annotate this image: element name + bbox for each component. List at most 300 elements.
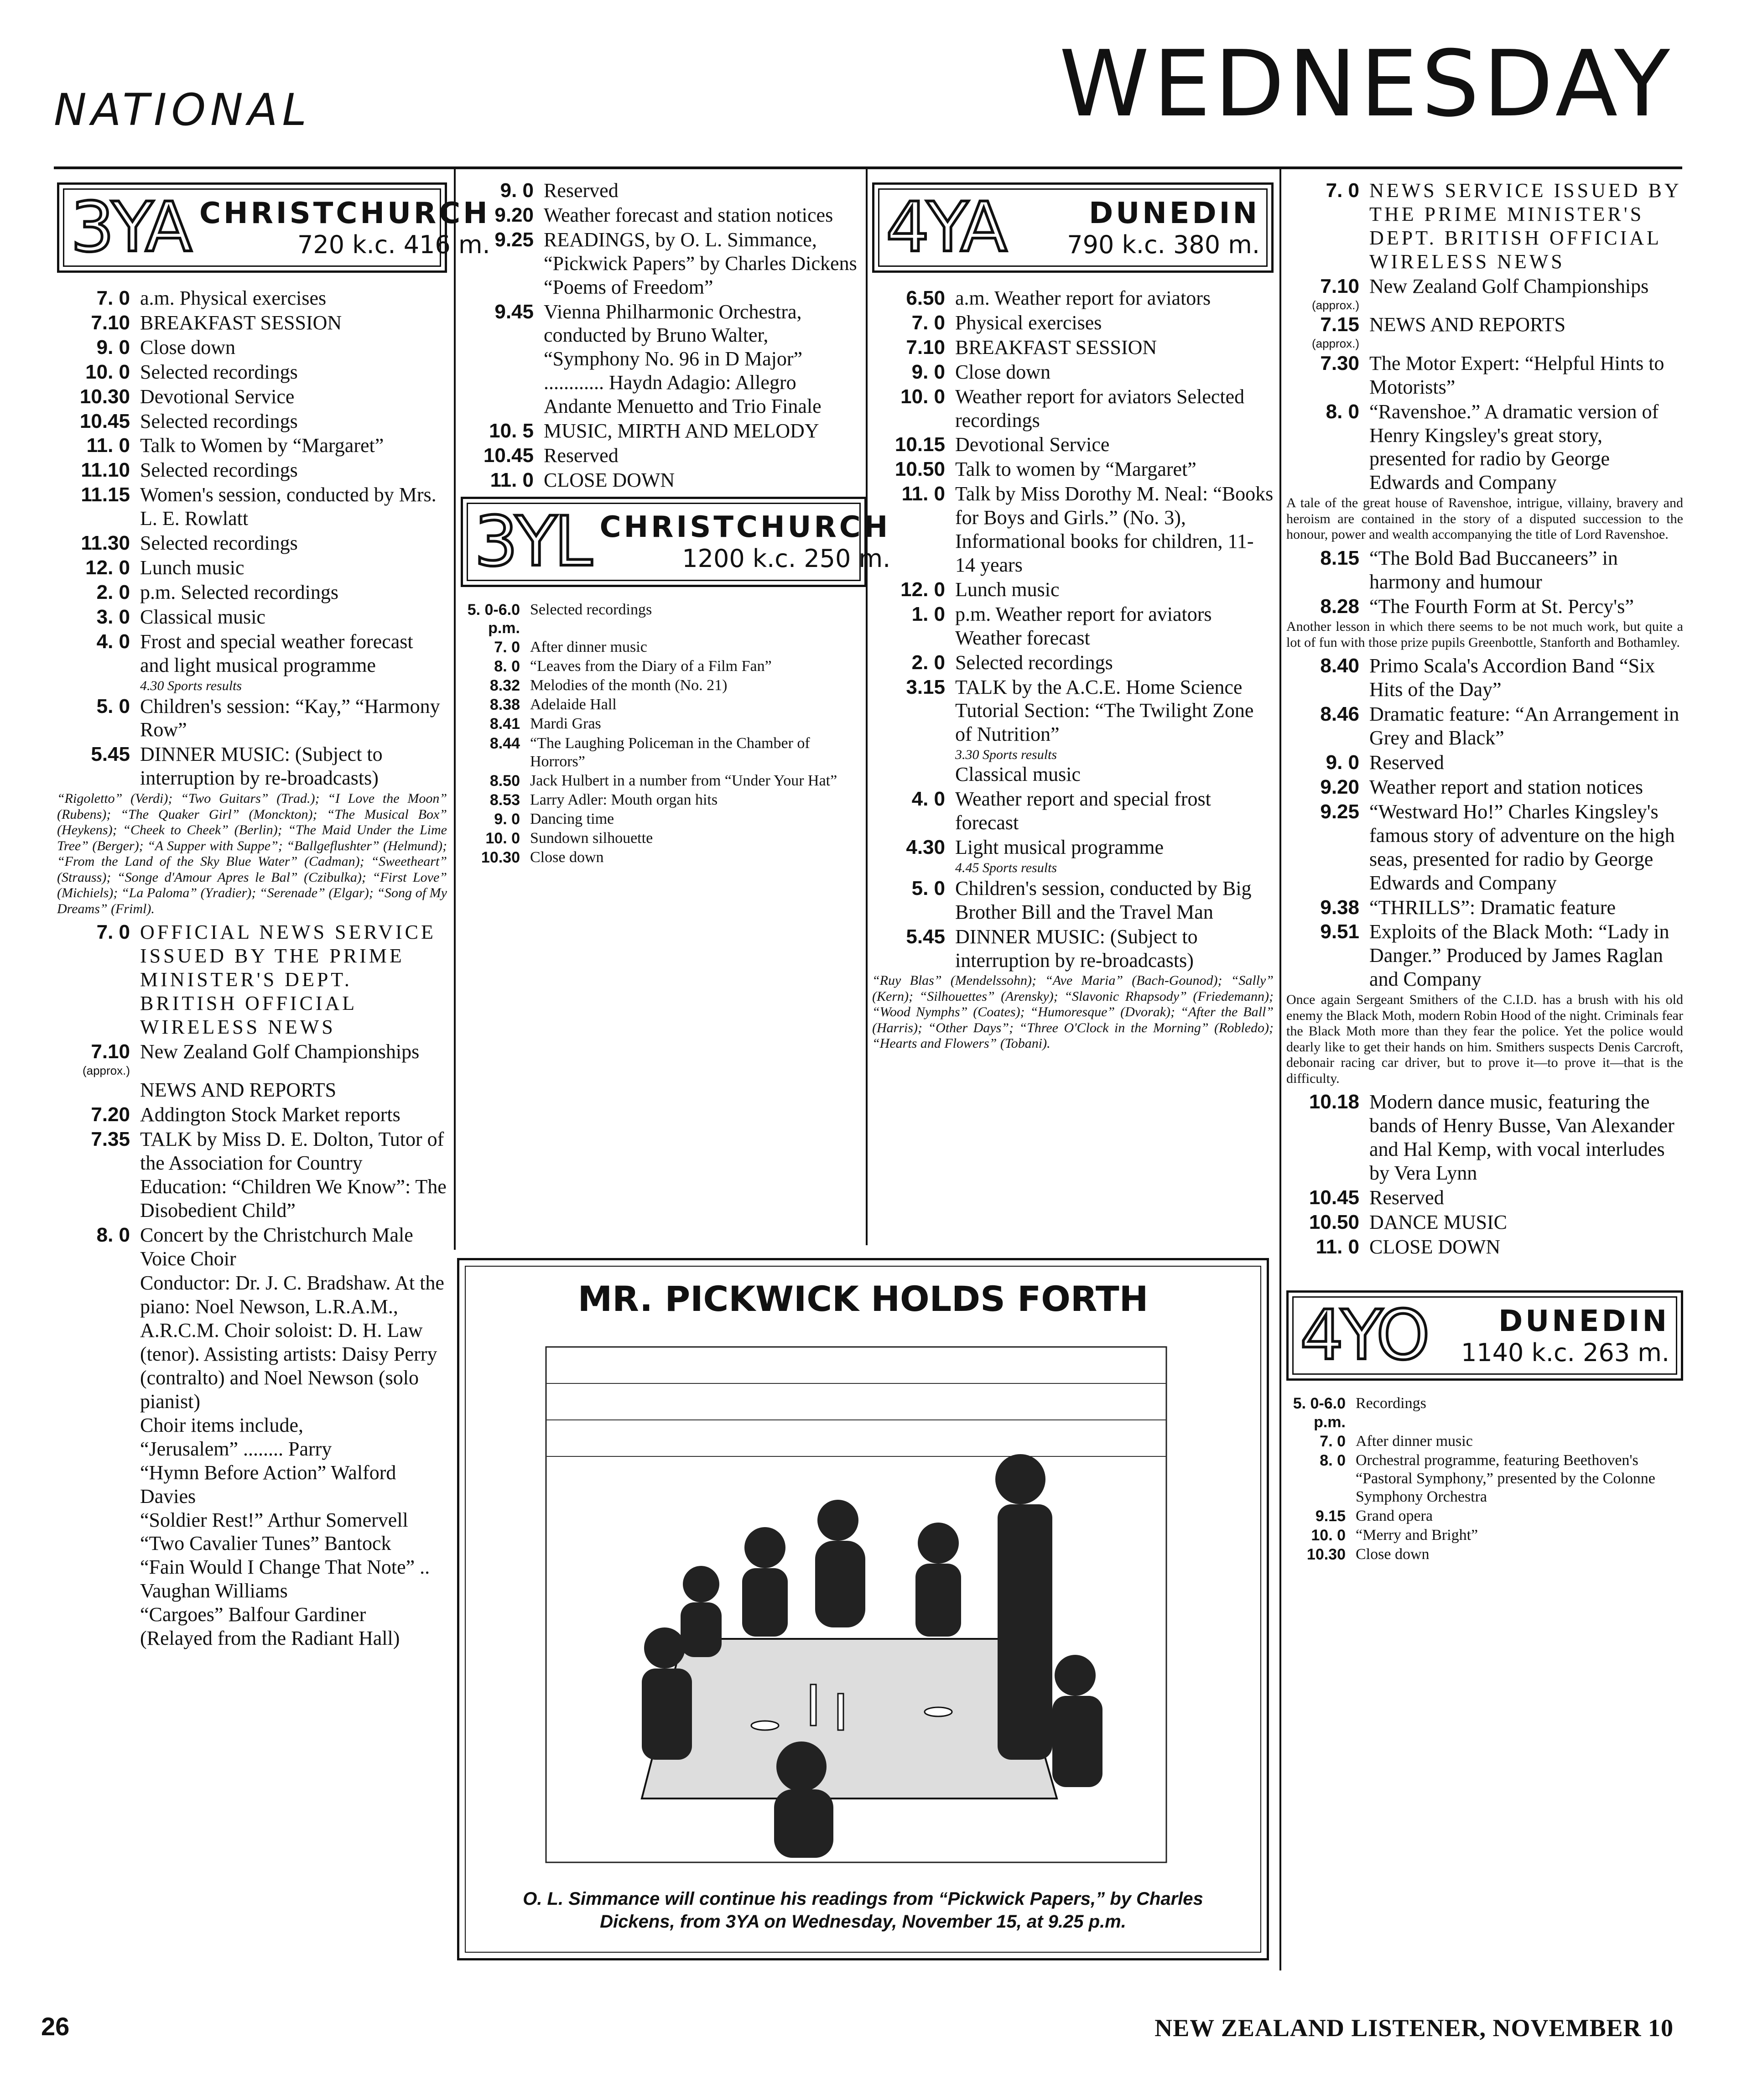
program-list	[872, 877, 1274, 972]
sports-results: 4.30 Sports results	[140, 678, 242, 693]
program-item	[57, 531, 447, 555]
program-item	[57, 1078, 447, 1102]
program-time: 12. 0	[900, 578, 945, 601]
program-list	[1286, 654, 1683, 991]
station-city: CHRISTCHURCH	[599, 510, 891, 545]
program-time: 11. 0	[1316, 1235, 1359, 1258]
program-item	[57, 385, 447, 409]
program-title: Selected recordings	[955, 651, 1113, 674]
program-title: The Motor Expert: “Helpful Hints to Motorists”	[1369, 352, 1664, 398]
program-time: 8.50	[489, 772, 520, 790]
program-title: TALK by Miss D. E. Dolton, Tutor of the Association for Country Education: “Children We Know”: The Disobedient Child”	[140, 1128, 447, 1222]
program-title: p.m. Weather report for aviators Weather forecast	[955, 603, 1212, 649]
dinner-music-note: “Ruy Blas” (Mendelssohn); “Ave Maria” (Bach-Gounod); “Sally” (Kern); “Silhouettes” (Arensky); “Slavonic Rhapsody” (Friedemann); “Wood Nymphs” (Coates); “Humoresque” (Dvorak); “After the Ball” (Harris); “Other Days”; “Three O'Clock in the Morning” (Robledo); “Hearts and Flowers” (Tobani).	[872, 973, 1274, 1051]
program-item	[872, 311, 1274, 335]
program-title: a.m. Physical exercises	[140, 287, 327, 309]
concert-line: (Relayed from the Radiant Hall)	[140, 1627, 400, 1650]
program-title: Close down	[140, 336, 235, 359]
station-box-4ya	[872, 182, 1274, 273]
program-title: Reserved	[1369, 751, 1444, 774]
station-box-3ya	[57, 182, 490, 273]
feature-caption: O. L. Simmance will continue his readings from “Pickwick Papers,” by Charles Dickens, from 3YA on Wednesday, November 15, at 9.25 p.m.	[523, 1889, 1203, 1932]
program-time: 12. 0	[85, 556, 130, 579]
program-item	[1286, 1507, 1683, 1525]
program-time: 9.38	[1320, 896, 1359, 919]
program-item	[461, 444, 867, 468]
program-item	[1286, 702, 1683, 750]
program-time: 10.45	[79, 410, 130, 432]
program-item	[872, 336, 1274, 359]
program-item	[1286, 1186, 1683, 1210]
program-time: 4. 0	[96, 630, 130, 653]
program-time: 10. 5	[489, 420, 534, 442]
program-time: 10.50	[1309, 1211, 1359, 1233]
column-divider	[1279, 169, 1281, 1970]
program-time: 2. 0	[911, 651, 945, 674]
program-item	[1286, 1211, 1683, 1234]
program-item	[1286, 313, 1683, 351]
column-4ya	[872, 178, 1274, 1055]
program-item	[1286, 1394, 1683, 1431]
section-label: NATIONAL	[54, 84, 311, 135]
program-item	[1286, 751, 1683, 775]
column-3ya	[57, 178, 490, 1650]
program-title: DINNER MUSIC: (Subject to interruption by re-broadcasts)	[140, 743, 383, 790]
program-time: 10.30	[481, 849, 520, 867]
program-item	[57, 286, 447, 310]
program-time: 7.30	[1320, 352, 1359, 374]
program-item	[1286, 920, 1683, 991]
program-time: 7.10 (approx.)	[1286, 275, 1369, 312]
program-time: 9. 0	[500, 179, 534, 202]
program-time: 10.30	[1306, 1546, 1346, 1564]
program-time: 11.10	[81, 459, 130, 482]
program-item	[461, 734, 867, 771]
program-item	[57, 360, 447, 384]
program-item	[57, 556, 447, 580]
station-callsign: 4YO	[1300, 1296, 1427, 1376]
program-time: 7. 0	[911, 311, 945, 334]
program-time-note: (approx.)	[82, 1063, 130, 1077]
program-time: 8.28	[1320, 595, 1359, 618]
station-callsign: 3YA	[71, 188, 190, 267]
program-title: NEWS AND REPORTS	[1369, 313, 1566, 336]
program-item	[1286, 595, 1683, 619]
program-title: “Westward Ho!” Charles Kingsley's famous story of adventure on the high seas, presented for radio by George Edwards and Company	[1369, 800, 1675, 894]
program-time: 10.45	[483, 444, 534, 467]
program-title: Selected recordings	[140, 360, 298, 383]
program-item	[1286, 1545, 1683, 1564]
program-title: Weather forecast and station notices	[544, 203, 833, 226]
program-title: p.m. Selected recordings	[140, 581, 338, 603]
program-item	[57, 581, 447, 604]
program-time: 10. 0	[85, 360, 130, 383]
concert-line: “Soldier Rest!” Arthur Somervell	[140, 1508, 408, 1531]
program-item	[872, 676, 1274, 747]
program-item	[57, 605, 447, 629]
program-time: 7. 0	[1320, 1432, 1346, 1450]
program-item	[461, 179, 867, 203]
program-item	[461, 829, 867, 847]
program-title: “THRILLS”: Dramatic feature	[1369, 896, 1616, 919]
program-time: 8.15	[1320, 546, 1359, 569]
program-continuation: Classical music	[955, 763, 1081, 786]
program-title: Weather report and station notices	[1369, 775, 1643, 798]
program-time: 10.18	[1309, 1091, 1359, 1113]
program-item	[872, 385, 1274, 432]
feature-title: MR. PICKWICK HOLDS FORTH	[577, 1279, 1149, 1319]
program-item	[461, 203, 867, 227]
program-title: NEWS AND REPORTS	[140, 1079, 337, 1102]
concert-line: “Hymn Before Action” Walford Davies	[140, 1461, 396, 1507]
program-title: Recordings	[1356, 1395, 1426, 1412]
program-time: 8.46	[1320, 703, 1359, 726]
program-time: 5. 0	[96, 695, 130, 717]
program-list	[872, 787, 1274, 859]
program-item	[1286, 352, 1683, 399]
sports-results: 3.30 Sports results	[955, 747, 1057, 763]
program-title: Lunch music	[955, 578, 1060, 601]
program-time: 11. 0	[901, 483, 945, 505]
program-title: Grand opera	[1356, 1507, 1433, 1525]
program-list	[1286, 546, 1683, 619]
program-list	[461, 601, 867, 867]
program-item	[461, 676, 867, 695]
program-time: 11.15	[81, 483, 130, 506]
program-item	[57, 920, 447, 1039]
program-time: 5. 0-6.0 p.m.	[467, 601, 520, 637]
program-title: Close down	[955, 360, 1050, 383]
program-time: 11. 0	[490, 468, 534, 491]
program-title: Primo Scala's Accordion Band “Six Hits of the Day”	[1369, 655, 1655, 701]
program-item	[461, 638, 867, 656]
program-title: Sundown silhouette	[530, 830, 653, 847]
program-item	[872, 603, 1274, 650]
program-title: Modern dance music, featuring the bands of Henry Busse, Van Alexander and Hal Kemp, with vocal interludes by Vera Lynn	[1369, 1091, 1674, 1184]
program-item	[872, 457, 1274, 481]
program-title: Physical exercises	[955, 311, 1102, 334]
program-item	[1286, 1526, 1683, 1544]
program-item	[461, 300, 867, 419]
column-4ya-cont	[1286, 178, 1683, 1565]
program-time: 9. 0	[96, 336, 130, 359]
program-list	[57, 286, 447, 677]
program-item	[872, 787, 1274, 835]
program-item	[872, 433, 1274, 457]
program-title: Reserved	[544, 179, 619, 202]
program-time: 9.51	[1320, 920, 1359, 943]
program-title: New Zealand Golf Championships	[140, 1040, 420, 1063]
program-time: 8.44	[489, 734, 520, 752]
program-item	[461, 772, 867, 790]
program-title: “The Bold Bad Buccaneers” in harmony and humour	[1369, 546, 1618, 593]
program-title: Concert by the Christchurch Male Voice Choir	[140, 1223, 413, 1270]
program-title: Selected recordings	[530, 601, 652, 618]
program-title: DANCE MUSIC	[1369, 1211, 1507, 1233]
program-item	[872, 286, 1274, 310]
program-item	[461, 848, 867, 867]
program-time: 10. 0	[1311, 1527, 1346, 1544]
program-time: 1. 0	[911, 603, 945, 625]
program-title: TALK by the A.C.E. Home Science Tutorial Section: “The Twilight Zone of Nutrition”	[955, 676, 1254, 746]
program-item	[57, 434, 447, 457]
program-item	[1286, 896, 1683, 920]
publication-footer: NEW ZEALAND LISTENER, NOVEMBER 10	[1154, 2014, 1674, 2042]
program-item	[57, 1103, 447, 1127]
station-city: DUNEDIN	[1498, 1304, 1669, 1338]
program-time-note: (approx.)	[1311, 337, 1359, 351]
program-item	[461, 696, 867, 714]
concert-line: Choir items include,	[140, 1414, 304, 1436]
program-time: 11.30	[81, 532, 130, 555]
program-item	[1286, 775, 1683, 799]
program-time: 9.25	[494, 228, 534, 251]
day-title: WEDNESDAY	[1059, 31, 1674, 137]
column-divider	[454, 169, 456, 1250]
program-time-note: (approx.)	[1311, 298, 1359, 312]
header-rule	[54, 166, 1682, 169]
program-title: NEWS SERVICE ISSUED BY THE PRIME MINISTER'S DEPT. BRITISH OFFICIAL WIRELESS NEWS	[1369, 179, 1681, 273]
program-item	[1286, 1432, 1683, 1450]
program-time: 10. 0	[900, 385, 945, 408]
program-time: 10.15	[894, 433, 945, 456]
program-item	[461, 715, 867, 733]
program-time: 10.30	[79, 385, 130, 408]
program-title: Children's session: “Kay,” “Harmony Row”	[140, 695, 440, 741]
program-time: 7. 0	[1326, 179, 1359, 202]
program-item	[461, 791, 867, 809]
program-title: “Merry and Bright”	[1356, 1527, 1478, 1544]
program-list	[57, 695, 447, 790]
program-list	[872, 286, 1274, 746]
program-title: Selected recordings	[140, 532, 298, 555]
program-item	[1286, 400, 1683, 495]
program-time: 7.20	[91, 1103, 130, 1126]
dinner-music-note: “Rigoletto” (Verdi); “Two Guitars” (Trad.); “I Love the Moon” (Rubens); “The Quaker Girl” (Monckton); “The Musical Box” (Heykens); “Cheek to Cheek” (Berlin); “The Maid Under the Lime Tree” (Berger); “A Supper with Suppe”; “Ballgeflushter” (Helmund); “From the Land of the Sky Blue Water” (Cadman); “Sweetheart” (Strauss); “Songe d'Amour Apres le Bal” (Czibulka); “First Love” (Michiels); “La Paloma” (Yradier); “Serenade” (Elgar); “Song of My Dreams” (Friml).	[57, 791, 447, 916]
program-item	[872, 651, 1274, 675]
program-title: After dinner music	[530, 639, 647, 655]
program-title: Talk by Miss Dorothy M. Neal: “Books for Boys and Girls.” (No. 3), Informational books for children, 11-14 years	[955, 483, 1274, 576]
program-title: “The Fourth Form at St. Percy's”	[1369, 595, 1634, 618]
concert-line: “Cargoes” Balfour Gardiner	[140, 1603, 366, 1626]
program-title: Reserved	[1369, 1186, 1444, 1209]
pickwick-feature	[457, 1258, 1269, 1960]
program-item	[461, 601, 867, 637]
program-list	[461, 179, 867, 492]
program-note: Another lesson in which there seems to be not much work, but quite a lot of fun with those prize pupils Greenbottle, Stanforth and Bothamley.	[1286, 619, 1683, 650]
program-title: DINNER MUSIC: (Subject to interruption by re-broadcasts)	[955, 925, 1198, 972]
program-title: “Leaves from the Diary of a Film Fan”	[530, 658, 772, 675]
program-title: Selected recordings	[140, 410, 298, 432]
program-time: 9. 0	[1326, 751, 1359, 774]
program-time: 8.32	[489, 677, 520, 695]
program-time: 8.40	[1320, 655, 1359, 677]
program-time: 8. 0	[96, 1223, 130, 1246]
program-title: Devotional Service	[140, 385, 295, 408]
station-callsign: 3YL	[474, 502, 590, 582]
program-item	[1286, 275, 1683, 312]
program-time: 7.10	[91, 311, 130, 334]
station-frequency: 720 k.c. 416 m.	[297, 230, 490, 259]
program-item	[1286, 1090, 1683, 1185]
program-title: BREAKFAST SESSION	[955, 336, 1157, 359]
program-title: BREAKFAST SESSION	[140, 311, 342, 334]
program-title: Addington Stock Market reports	[140, 1103, 400, 1126]
program-time: 8. 0	[494, 658, 520, 676]
program-item	[57, 483, 447, 530]
program-item	[1286, 800, 1683, 895]
program-item	[1286, 546, 1683, 594]
program-item	[872, 360, 1274, 384]
program-title: Larry Adler: Mouth organ hits	[530, 791, 718, 808]
program-time: 9.45	[494, 300, 534, 323]
sports-results: 4.45 Sports results	[955, 860, 1057, 875]
program-item	[461, 419, 867, 443]
page-number: 26	[41, 2012, 70, 2041]
program-title: Dramatic feature: “An Arrangement in Grey and Black”	[1369, 703, 1680, 749]
program-time: 7. 0	[96, 287, 130, 309]
program-title: MUSIC, MIRTH AND MELODY	[544, 420, 819, 442]
station-frequency: 1200 k.c. 250 m.	[682, 544, 891, 573]
program-item	[57, 1223, 447, 1271]
station-city: CHRISTCHURCH	[199, 196, 490, 230]
program-title: Jack Hulbert in a number from “Under Your Hat”	[530, 772, 837, 789]
program-time: 9.20	[1320, 775, 1359, 798]
program-title: Mardi Gras	[530, 715, 601, 733]
program-time: 4. 0	[911, 788, 945, 811]
program-item	[57, 1040, 447, 1078]
program-item	[1286, 179, 1683, 274]
program-item	[461, 810, 867, 828]
program-title: After dinner music	[1356, 1432, 1473, 1450]
program-title: CLOSE DOWN	[544, 468, 675, 491]
program-time: 11. 0	[86, 434, 130, 457]
program-title: Devotional Service	[955, 433, 1110, 456]
program-time: 6.50	[906, 287, 945, 309]
program-time: 7.10	[906, 336, 945, 359]
program-title: Children's session, conducted by Big Brother Bill and the Travel Man	[955, 877, 1252, 923]
station-box-3yl	[461, 497, 891, 587]
program-item	[461, 228, 867, 299]
program-time: 3. 0	[96, 605, 130, 628]
program-time: 5. 0-6.0 p.m.	[1293, 1395, 1346, 1431]
program-time: 7.15 (approx.)	[1286, 313, 1369, 351]
program-title: Reserved	[544, 444, 619, 467]
program-time: 8.41	[489, 715, 520, 733]
program-title: a.m. Weather report for aviators	[955, 287, 1211, 309]
program-time: 9. 0	[911, 360, 945, 383]
concert-line: Conductor: Dr. J. C. Bradshaw. At the piano: Noel Newson, L.R.A.M., A.R.C.M. Choir soloist: D. H. Law (tenor). Assisting artists: Daisy Perry (contralto) and Noel Newson (solo pianist)	[140, 1272, 444, 1413]
program-time: 7.10 (approx.)	[57, 1040, 140, 1078]
program-item	[872, 925, 1274, 972]
program-title: Selected recordings	[140, 459, 298, 482]
program-list	[57, 1040, 447, 1271]
program-time: 9.20	[494, 203, 534, 226]
program-title: Women's session, conducted by Mrs. L. E. Rowlatt	[140, 483, 437, 530]
program-time: 3.15	[906, 676, 945, 698]
program-note: Once again Sergeant Smithers of the C.I.D. has a brush with his old enemy the Black Moth, modern Robin Hood of the night. Criminals fear the Black Moth more than they fear the police. Yet the police would dearly like to get their hands on him. Smithers suspects Denis Carcroft, debonair racing car driver, but to prove it—to prove it—that is the difficulty.	[1286, 992, 1683, 1086]
program-item	[57, 1128, 447, 1222]
program-time: 8. 0	[1326, 400, 1359, 423]
program-title: Close down	[530, 849, 604, 866]
program-item	[872, 836, 1274, 859]
station-frequency: 790 k.c. 380 m.	[1067, 230, 1260, 259]
concert-line: “Two Cavalier Tunes” Bantock	[140, 1532, 391, 1555]
program-time: 8.38	[489, 696, 520, 714]
program-item	[1286, 654, 1683, 702]
program-title: Talk to Women by “Margaret”	[140, 434, 384, 457]
station-box-4yo	[1286, 1290, 1683, 1381]
program-title: Exploits of the Black Moth: “Lady in Danger.” Produced by James Raglan and Company	[1369, 920, 1669, 991]
program-time: 7. 0	[96, 921, 130, 944]
program-time: 5.45	[906, 925, 945, 948]
program-time: 9. 0	[494, 810, 520, 828]
program-time: 10.50	[894, 458, 945, 481]
program-title: CLOSE DOWN	[1369, 1235, 1501, 1258]
program-time: 8.53	[489, 791, 520, 809]
program-item	[57, 458, 447, 482]
station-frequency: 1140 k.c. 263 m.	[1461, 1338, 1669, 1367]
program-title: New Zealand Golf Championships	[1369, 275, 1649, 297]
program-title: Light musical programme	[955, 836, 1164, 858]
program-item	[57, 695, 447, 742]
program-time: 5. 0	[911, 877, 945, 899]
program-title: Classical music	[140, 605, 265, 628]
concert-details	[57, 1271, 447, 1650]
program-item	[461, 468, 867, 492]
pickwick-illustration	[528, 1329, 1185, 1881]
program-item	[57, 410, 447, 433]
column-3ya-cont	[461, 178, 891, 868]
program-title: Close down	[1356, 1546, 1430, 1563]
program-item	[1286, 1235, 1683, 1259]
program-title: “The Laughing Policeman in the Chamber of Horrors”	[530, 734, 810, 770]
program-item	[57, 311, 447, 335]
program-item	[57, 336, 447, 359]
program-time: 9.15	[1315, 1507, 1346, 1525]
program-item	[57, 630, 447, 677]
program-title: Frost and special weather forecast and light musical programme	[140, 630, 413, 676]
program-title: Adelaide Hall	[530, 696, 617, 713]
program-title: Weather report for aviators Selected recordings	[955, 385, 1245, 431]
program-title: Weather report and special frost forecast	[955, 788, 1211, 834]
program-title: “Ravenshoe.” A dramatic version of Henry Kingsley's great story, presented for radio by George Edwards and Company	[1369, 400, 1659, 494]
program-time: 10. 0	[485, 830, 520, 847]
program-title: Melodies of the month (No. 21)	[530, 677, 728, 694]
concert-line: “Jerusalem” ........ Parry	[140, 1437, 332, 1460]
program-time: 8. 0	[1320, 1451, 1346, 1469]
program-time: 5.45	[91, 743, 130, 766]
program-title: Lunch music	[140, 556, 244, 579]
program-item	[1286, 1451, 1683, 1506]
program-title: Talk to women by “Margaret”	[955, 458, 1196, 481]
concert-line: “Fain Would I Change That Note” .. Vaughan Williams	[140, 1556, 430, 1602]
program-title: OFFICIAL NEWS SERVICE ISSUED BY THE PRIME MINISTER'S DEPT. BRITISH OFFICIAL WIRELESS NEWS	[140, 921, 436, 1038]
program-list	[1286, 1090, 1683, 1258]
program-title: Vienna Philharmonic Orchestra, conducted by Bruno Walter, “Symphony No. 96 in D Major” ............ Haydn Adagio: Allegro Andante Menuetto and Trio Finale	[544, 300, 822, 418]
program-title: READINGS, by O. L. Simmance, “Pickwick Papers” by Charles Dickens “Poems of Freedom”	[544, 228, 857, 298]
program-list	[1286, 1394, 1683, 1564]
program-time: 9.25	[1320, 800, 1359, 823]
program-time: 10.45	[1309, 1186, 1359, 1209]
program-item	[872, 482, 1274, 577]
program-item	[461, 657, 867, 676]
program-title: Dancing time	[530, 810, 614, 827]
program-list	[1286, 275, 1683, 495]
program-item	[872, 877, 1274, 924]
program-time: 7. 0	[494, 639, 520, 656]
program-item	[57, 743, 447, 790]
